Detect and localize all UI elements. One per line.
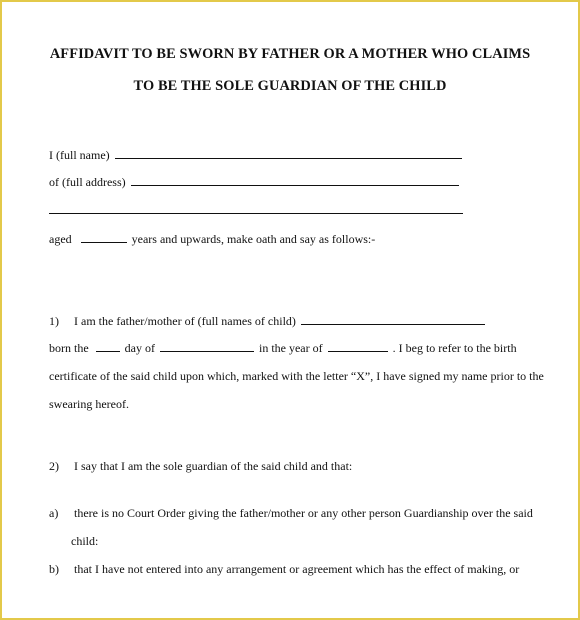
para1-line2 xyxy=(49,341,517,356)
full-name-row xyxy=(49,148,464,163)
para2-number: 2) xyxy=(49,459,59,473)
para2-item-a-line2: child: xyxy=(71,534,99,548)
birth-year-field[interactable] xyxy=(328,341,388,352)
child-names-field[interactable] xyxy=(301,314,485,325)
para2-line1 xyxy=(49,459,352,474)
item-a-marker: a) xyxy=(49,506,59,520)
para1-line4: swearing hereof. xyxy=(49,397,129,411)
full-address-label: of (full address) xyxy=(49,175,126,189)
refer-birth-label: . I beg to refer to the birth xyxy=(392,341,517,355)
document-title-line-2: TO BE THE SOLE GUARDIAN OF THE CHILD xyxy=(133,78,447,94)
aged-row xyxy=(49,232,375,247)
para1-number: 1) xyxy=(49,314,59,328)
full-name-label: I (full name) xyxy=(49,148,110,162)
para2-text: I say that I am the sole guardian of the said child and that: xyxy=(74,459,353,473)
para1-child-names-label: I am the father/mother of (full names of child) xyxy=(74,314,296,328)
born-the-label: born the xyxy=(49,341,89,355)
full-address-field[interactable] xyxy=(131,175,459,186)
in-the-year-of-label: in the year of xyxy=(258,341,323,355)
item-b-text: that I have not entered into any arrangement or agreement which has the effect of making, or xyxy=(74,562,520,576)
affidavit-page xyxy=(2,2,578,618)
birth-day-field[interactable] xyxy=(96,341,120,352)
age-field[interactable] xyxy=(81,232,127,243)
para1-line1 xyxy=(49,314,487,329)
para2-item-a-line1 xyxy=(49,506,533,521)
para2-item-b-line1 xyxy=(49,562,519,577)
document-title-line-1: AFFIDAVIT TO BE SWORN BY FATHER OR A MOTHER WHO CLAIMS xyxy=(49,46,531,62)
para1-line3: certificate of the said child upon which, marked with the letter “X”, I have signed my name prior to the xyxy=(49,369,544,383)
birth-month-field[interactable] xyxy=(160,341,254,352)
aged-label: aged xyxy=(49,232,72,246)
full-name-field[interactable] xyxy=(115,148,462,159)
full-address-row xyxy=(49,175,461,190)
full-address-continuation-field[interactable] xyxy=(49,213,463,214)
aged-suffix: years and upwards, make oath and say as follows:- xyxy=(131,232,376,246)
day-of-label: day of xyxy=(124,341,155,355)
item-b-marker: b) xyxy=(49,562,59,576)
item-a-text: there is no Court Order giving the father/mother or any other person Guardianship over the said xyxy=(74,506,533,520)
